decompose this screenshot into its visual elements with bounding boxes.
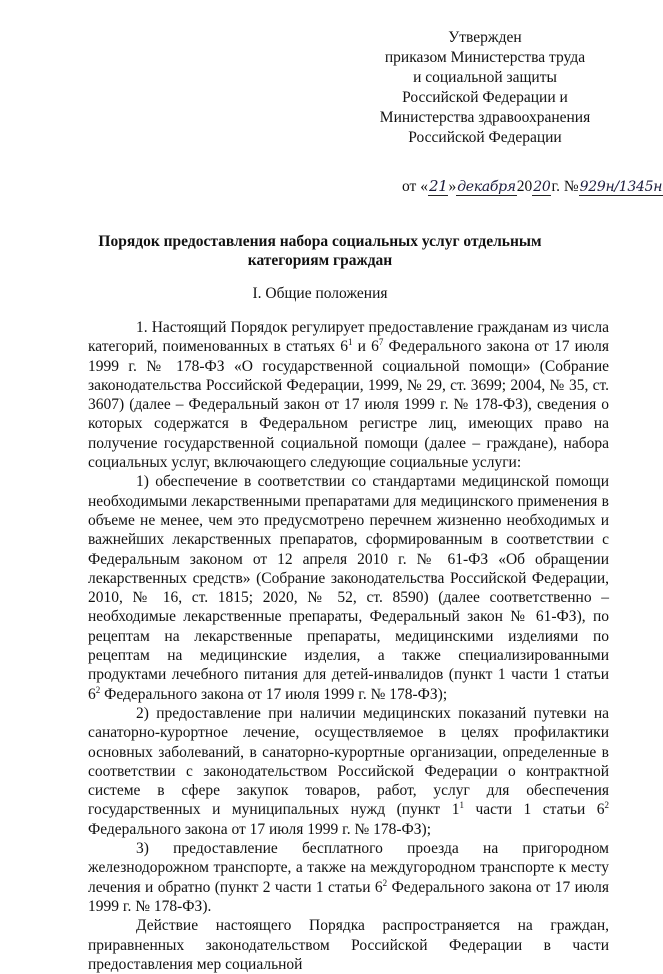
text-run: Федерального закона от 17 июля 1999 г. № 178-ФЗ «О государственной социальной помощи» (Собрание законодательства Российской Федерации, 1999, № 29, ст. 3699; 2004, № 35, ст. 3607) (далее – Федеральный закон от 17 июля 1999 г. № 178-ФЗ), сведения о которых содержатся в Федеральном регистре лиц, имеющих право на получение государственной социальной помощи (далее – граждане), набора социальных услуг, включающего следующие социальные услуги: [88,338,610,472]
approval-line: и социальной защиты [413,69,557,86]
superscript: 2 [95,684,101,695]
date-mid: » [448,178,457,195]
paragraph-5 [88,916,609,974]
paragraph-2 [88,472,609,704]
handwritten-year: 20 [533,179,551,195]
text-run: Федерального закона от 17 июля 1999 г. № 178-ФЗ); [100,685,448,703]
text-run: части 1 статьи 6 [463,801,605,819]
superscript: 1 [459,800,464,811]
document-title: Порядок предоставления набора социальных услуг отдельным категориям граждан [98,233,542,269]
approval-block [360,28,610,148]
paragraph-3 [88,704,609,839]
superscript: 2 [604,800,610,811]
approval-line: Утвержден [448,29,522,46]
text-run: 3) предоставление бесплатного проезда на пригородном железнодорожном транспорте, а также на междугородном транспорте к месту лечения и обратно (пункт 2 части 1 статьи 6 [88,840,609,896]
order-date-number [402,176,663,197]
superscript: 7 [378,337,384,348]
approval-line: приказом Министерства труда [384,49,586,66]
paragraph-4 [88,839,609,916]
date-suffix: г. № [551,178,579,195]
paragraph-1 [88,318,609,472]
text-run: Федерального закона от 17 июля 1999 г. № 178-ФЗ); [88,820,432,838]
superscript: 1 [347,337,353,348]
handwritten-order-number: 929н/1345н [579,179,663,195]
text-run: 1. Настоящий Порядок регулирует предоставление гражданам из числа категорий, поименованных в статьях 6 [88,319,609,356]
text-run: и 6 [352,338,379,356]
date-prefix: от « [402,178,428,195]
superscript: 2 [382,877,388,888]
handwritten-day: 21 [428,177,448,195]
text-run: 1) обеспечение в соответствии со стандартами медицинской помощи необходимыми лекарственными препаратами для медицинского применения в объеме не менее, чем это предусмотрено перечнем жизненно необходимых и важнейших лекарственных препаратов, сформированным в соответствии с Федеральным законом от 12 апреля 2010 г. № 61-ФЗ «Об обращении лекарственных средств» (Собрание законодательства Российской Федерации, 2010, № 16, ст. 1815; 2020, № 52, ст. 8590) (далее соответственно – необходимые лекарственные препараты, Федеральный закон № 61-ФЗ), по рецептам на лекарственные препараты, медицинскими изделиями по рецептам на медицинские изделия, а также специализированными продуктами лечебного питания для детей-инвалидов (пункт 1 части 1 статьи 6 [88,473,609,703]
section-heading: I. Общие положения [252,285,388,302]
approval-line: Российской Федерации [408,129,562,146]
document-body [88,318,609,974]
approval-line: Министерства здравоохранения [379,109,591,126]
approval-line: Российской Федерации и [402,89,568,106]
year-prefix: 20 [516,178,533,195]
text-run: 2) предоставление при наличии медицинских показаний путевки на санаторно-курортное лечение, осуществляемое в целях профилактики основных заболеваний, в санаторно-курортные организации, определенные в соответствии с законодательством Российской Федерации о контрактной системе в сфере закупок товаров, работ, услуг для обеспечения государственных и муниципальных нужд (пункт 1 [88,704,609,819]
text-run: Действие настоящего Порядка распространяется на граждан, приравненных законодательством Российской Федерации в части предоставления мер социальной [88,917,609,973]
handwritten-month: декабря [457,179,516,195]
text-run: Федерального закона от 17 июля 1999 г. № 178-ФЗ). [88,878,609,915]
